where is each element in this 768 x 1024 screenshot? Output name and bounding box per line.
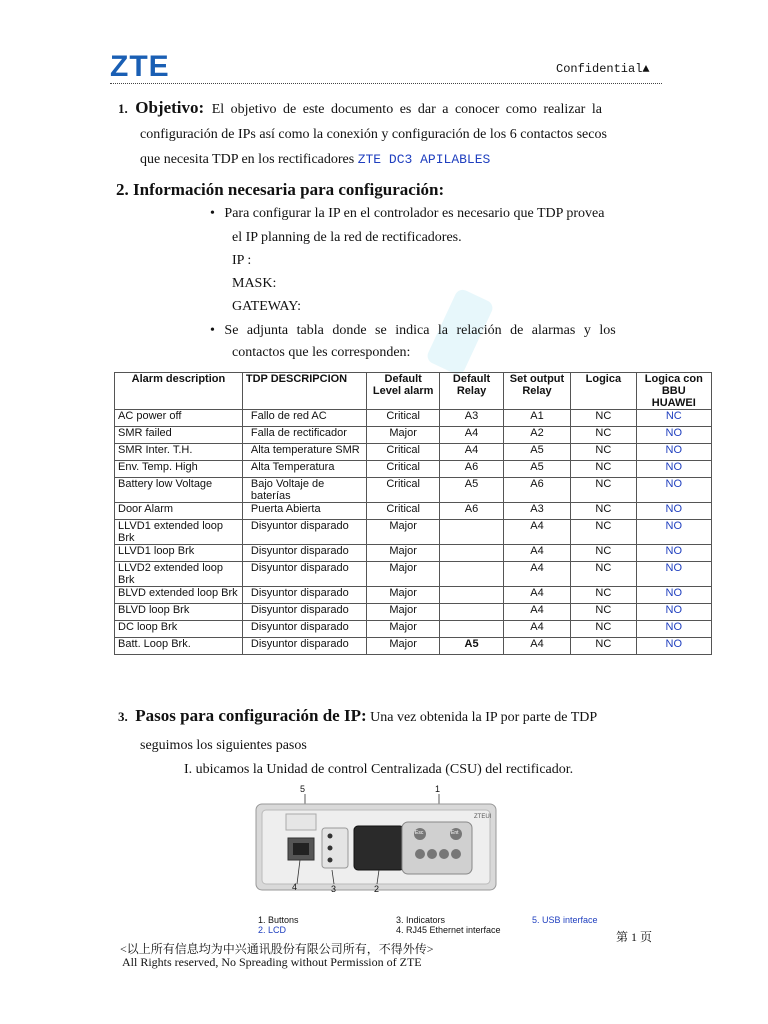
table-cell: Critical <box>367 461 440 478</box>
table-cell: Critical <box>367 410 440 427</box>
table-row <box>115 444 712 461</box>
section-1-line1: El objetivo de este documento es dar a conocer como realizar la <box>211 102 602 117</box>
table-cell: Disyuntor disparado <box>242 587 366 604</box>
csu-diagram <box>252 784 512 924</box>
table-cell: Fallo de red AC <box>242 410 366 427</box>
table-cell: A6 <box>503 478 570 503</box>
table-cell <box>440 604 504 621</box>
legend-4: 4. RJ45 Ethernet interface <box>396 925 501 935</box>
table-cell: Disyuntor disparado <box>242 638 366 655</box>
zte-logo: ZTE <box>110 50 170 83</box>
table-cell: NO <box>636 520 711 545</box>
table-cell: A5 <box>440 638 504 655</box>
bullet-2-line2: contactos que les corresponden: <box>232 345 411 360</box>
table-cell <box>440 545 504 562</box>
section-2-title <box>116 180 444 200</box>
table-cell: Disyuntor disparado <box>242 545 366 562</box>
table-cell: SMR Inter. T.H. <box>115 444 243 461</box>
bullet-icon: • <box>210 323 215 338</box>
table-cell: Puerta Abierta <box>242 503 366 520</box>
table-cell: A3 <box>503 503 570 520</box>
callout-5: 5 <box>300 784 306 794</box>
csu-figure <box>252 784 512 924</box>
table-cell: LLVD1 loop Brk <box>115 545 243 562</box>
table-cell: NO <box>636 461 711 478</box>
table-cell: Major <box>367 562 440 587</box>
bullet-1-line2: el IP planning de la red de rectificadores. <box>232 230 462 245</box>
table-row <box>115 410 712 427</box>
table-cell: SMR failed <box>115 427 243 444</box>
table-row <box>115 427 712 444</box>
table-cell: Critical <box>367 503 440 520</box>
table-cell: Major <box>367 638 440 655</box>
table-cell: NO <box>636 604 711 621</box>
section-3-title: Pasos para configuración de IP: <box>135 706 367 725</box>
header-divider <box>110 83 662 84</box>
table-cell: Major <box>367 520 440 545</box>
ip-label: IP : <box>232 253 252 268</box>
section-1-line3 <box>140 151 490 169</box>
table-cell: Env. Temp. High <box>115 461 243 478</box>
col-header: TDP DESCRIPCION <box>242 373 366 410</box>
table-cell: NO <box>636 562 711 587</box>
callout-4: 4 <box>292 882 298 892</box>
ent-label: Ent <box>451 830 459 836</box>
bullet-icon: • <box>210 206 215 221</box>
table-cell: Door Alarm <box>115 503 243 520</box>
bullet-1-line1: Para configurar la IP en el controlador es necesario que TDP provea <box>224 206 605 221</box>
section-3 <box>118 707 597 727</box>
section-1-number: 1. <box>118 101 128 116</box>
table-cell: NO <box>636 545 711 562</box>
table-cell: Bajo Voltaje de baterías <box>242 478 366 503</box>
table-row <box>115 545 712 562</box>
legend-1: 1. Buttons <box>258 915 299 925</box>
table-cell: NC <box>571 545 636 562</box>
section-1 <box>118 99 662 119</box>
table-cell: NC <box>571 604 636 621</box>
table-cell: NC <box>571 427 636 444</box>
table-cell: A4 <box>440 427 504 444</box>
esc-label: Esc <box>415 830 424 836</box>
table-row <box>115 587 712 604</box>
table-cell: A4 <box>503 545 570 562</box>
table-cell: NO <box>636 478 711 503</box>
table-cell: A3 <box>440 410 504 427</box>
table-cell: Batt. Loop Brk. <box>115 638 243 655</box>
table-row <box>115 520 712 545</box>
col-header: Set output Relay <box>503 373 570 410</box>
step-1: I. ubicamos la Unidad de control Centralizada (CSU) del rectificador. <box>184 762 574 777</box>
table-cell: DC loop Brk <box>115 621 243 638</box>
table-cell: NC <box>571 503 636 520</box>
page-number: 第 1 页 <box>616 930 653 944</box>
section-1-line2: configuración de IPs así como la conexión y configuración de los 6 contactos secos <box>140 127 607 142</box>
table-cell: LLVD1 extended loop Brk <box>115 520 243 545</box>
confidential-label: Confidential▲ <box>556 62 650 76</box>
table-cell: A4 <box>503 604 570 621</box>
section-3-number: 3. <box>118 709 128 724</box>
table-cell: Major <box>367 587 440 604</box>
table-cell: LLVD2 extended loop Brk <box>115 562 243 587</box>
table-cell: NO <box>636 503 711 520</box>
table-cell: A4 <box>440 444 504 461</box>
table-cell: NO <box>636 444 711 461</box>
table-cell: Major <box>367 604 440 621</box>
table-row <box>115 638 712 655</box>
table-cell: Major <box>367 545 440 562</box>
table-cell <box>440 562 504 587</box>
table-cell: BLVD loop Brk <box>115 604 243 621</box>
section-2-heading: 2. Información necesaria para configuración: <box>116 180 445 199</box>
table-row <box>115 461 712 478</box>
table-cell: Alta temperature SMR <box>242 444 366 461</box>
table-cell: NC <box>571 621 636 638</box>
col-header: Default Level alarm <box>367 373 440 410</box>
table-cell: NC <box>571 638 636 655</box>
table-cell: Alta Temperatura <box>242 461 366 478</box>
table-cell: NC <box>636 410 711 427</box>
bullet-2-line1: Se adjunta tabla donde se indica la relación de alarmas y los <box>224 323 616 338</box>
table-cell: NC <box>571 562 636 587</box>
callout-2: 2 <box>374 884 380 894</box>
table-cell: A4 <box>503 587 570 604</box>
table-cell: NC <box>571 444 636 461</box>
footer-cn: <以上所有信息均为中兴通讯股份有限公司所有，不得外传> <box>120 942 434 956</box>
table-cell <box>440 621 504 638</box>
table-header-row <box>115 373 712 410</box>
table-cell: Disyuntor disparado <box>242 621 366 638</box>
legend-2 <box>258 925 286 935</box>
table-cell <box>440 587 504 604</box>
mask-label: MASK: <box>232 276 277 291</box>
panel-brand: ZTEUI <box>474 814 492 820</box>
table-cell: A5 <box>503 444 570 461</box>
table-cell: NO <box>636 621 711 638</box>
table-cell: Critical <box>367 478 440 503</box>
table-cell: A4 <box>503 638 570 655</box>
table-cell: A4 <box>503 520 570 545</box>
table-row <box>115 562 712 587</box>
table-row <box>115 503 712 520</box>
section-1-line3-text: que necesita TDP en los rectificadores <box>140 152 358 167</box>
table-cell: AC power off <box>115 410 243 427</box>
table-cell: A2 <box>503 427 570 444</box>
table-cell: NC <box>571 410 636 427</box>
table-cell: A4 <box>503 621 570 638</box>
legend-5: 5. USB interface <box>532 915 598 925</box>
table-row <box>115 478 712 503</box>
table-cell: Disyuntor disparado <box>242 604 366 621</box>
table-cell: A4 <box>503 562 570 587</box>
col-header: Logica <box>571 373 636 410</box>
table-cell: Battery low Voltage <box>115 478 243 503</box>
callout-1: 1 <box>435 784 441 794</box>
table-cell: A6 <box>440 503 504 520</box>
table-cell: Disyuntor disparado <box>242 520 366 545</box>
table-cell: Critical <box>367 444 440 461</box>
alarm-table <box>114 372 712 655</box>
col-header: Logica con BBU HUAWEI <box>636 373 711 410</box>
table-cell: A5 <box>440 478 504 503</box>
product-name: ZTE DC3 APILABLES <box>357 152 491 167</box>
table-cell: NC <box>571 587 636 604</box>
callout-3: 3 <box>331 884 337 894</box>
table-cell: NC <box>571 520 636 545</box>
table-row <box>115 621 712 638</box>
table-cell <box>440 520 504 545</box>
table-cell: Disyuntor disparado <box>242 562 366 587</box>
table-cell: BLVD extended loop Brk <box>115 587 243 604</box>
footer-en: All Rights reserved, No Spreading without Permission of ZTE <box>122 955 422 969</box>
table-cell: A1 <box>503 410 570 427</box>
table-cell: NO <box>636 638 711 655</box>
gateway-label: GATEWAY: <box>232 299 301 314</box>
table-cell: A5 <box>503 461 570 478</box>
legend-3: 3. Indicators <box>396 915 446 925</box>
section-3-line2: seguimos los siguientes pasos <box>140 738 307 753</box>
table-cell: A6 <box>440 461 504 478</box>
legend-2-text: 2. LCD <box>258 925 287 935</box>
col-header: Alarm description <box>115 373 243 410</box>
section-3-rest: Una vez obtenida la IP por parte de TDP <box>366 710 598 725</box>
bullet-1 <box>210 205 604 223</box>
col-header: Default Relay <box>440 373 504 410</box>
table-row <box>115 604 712 621</box>
table-cell: Major <box>367 621 440 638</box>
table-cell: Falla de rectificador <box>242 427 366 444</box>
table-cell: NO <box>636 587 711 604</box>
bullet-2 <box>210 322 660 340</box>
section-1-title: Objetivo: <box>135 98 205 117</box>
table-cell: Major <box>367 427 440 444</box>
table-cell: NO <box>636 427 711 444</box>
table-cell: NC <box>571 478 636 503</box>
table-cell: NC <box>571 461 636 478</box>
